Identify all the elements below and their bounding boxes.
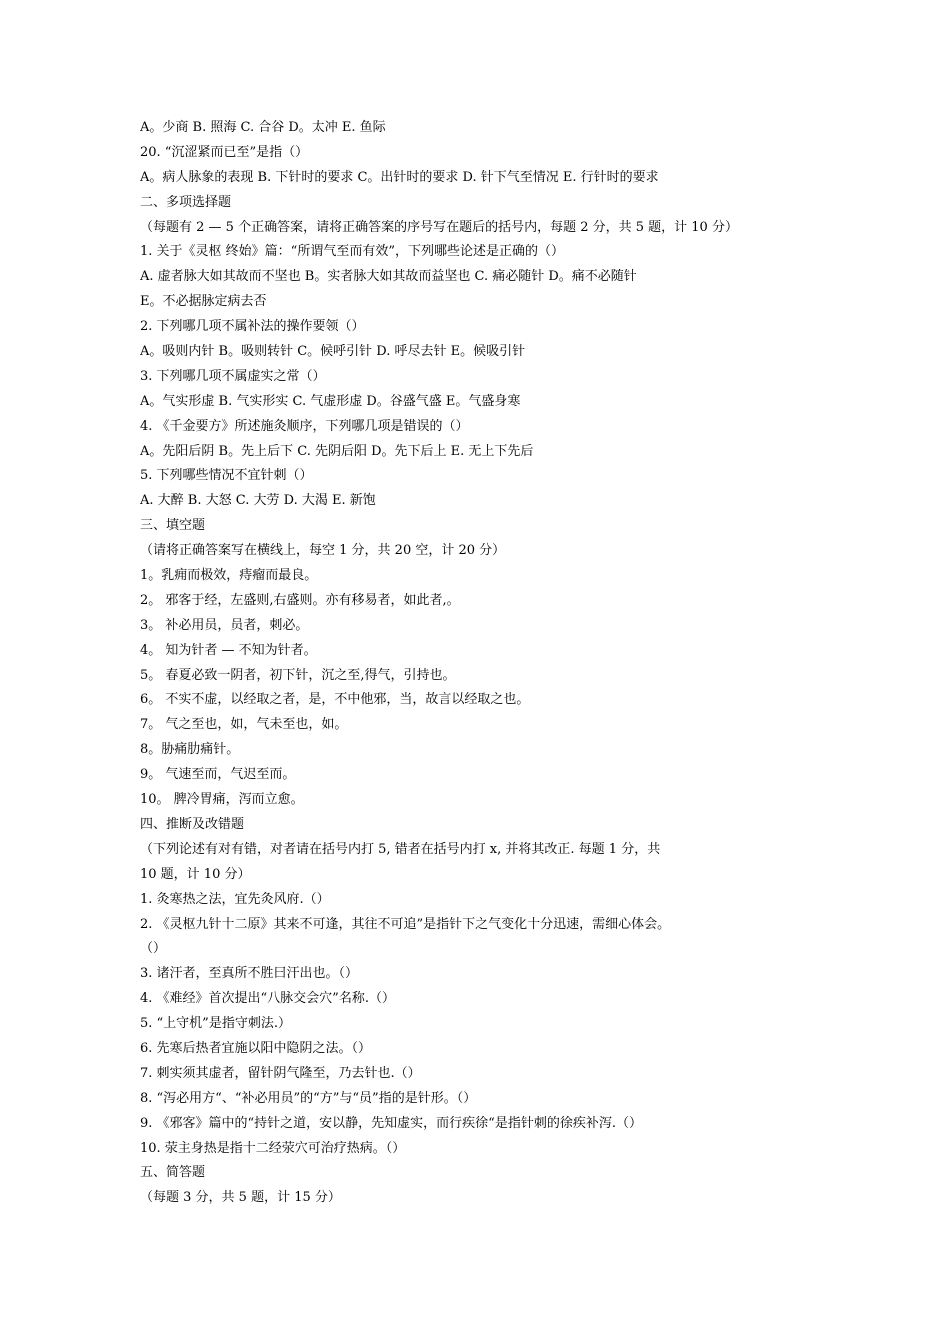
- text-line: 2。 邪客于经，左盛则,右盛则。亦有移易者，如此者,。: [140, 592, 460, 608]
- text-line: 6。 不实不虚，以经取之者，是，不中他邪，当，故言以经取之也。: [140, 692, 530, 708]
- text-line: 5。 春夏必致一阴者，初下针，沉之至,得气，引持也。: [140, 667, 456, 683]
- text-line: 9。 气速至而，气迟至而。: [140, 767, 296, 783]
- text-line: A。先阳后阴 B。先上后下 C. 先阴后阳 D。先下后上 E. 无上下先后: [140, 443, 534, 459]
- text-line: 2. 下列哪几项不属补法的操作要领（）: [140, 319, 365, 335]
- text-line: 20. “沉涩紧而已至”是指（）: [140, 144, 309, 160]
- text-line: 5. 下列哪些情况不宜针刺（）: [140, 468, 313, 484]
- text-line: 10. 荥主身热是指十二经荥穴可治疗热病。（）: [140, 1140, 406, 1156]
- text-line: 5. “上守机”是指守刺法.）: [140, 1016, 291, 1032]
- text-line: （每题 3 分，共 5 题，计 15 分）: [140, 1190, 341, 1206]
- text-line: （每题有 2 — 5 个正确答案，请将正确答案的序号写在题后的括号内，每题 2 分，共 5 题，计 10 分）: [140, 219, 738, 235]
- text-line: 4. 《难经》首次提出“八脉交会穴”名称.（）: [140, 991, 395, 1007]
- text-line: 4. 《千金要方》所述施灸顺序，下列哪几项是错误的（）: [140, 418, 469, 434]
- text-line: A。吸则内针 B。吸则转针 C。候呼引针 D. 呼尽去针 E。候吸引针: [140, 344, 526, 360]
- text-line: 四、推断及改错题: [140, 816, 245, 832]
- text-line: A。少商 B. 照海 C. 合谷 D。太冲 E. 鱼际: [140, 120, 386, 135]
- document-body: [140, 116, 820, 1211]
- text-line: 二、多项选择题: [140, 194, 232, 210]
- text-line: 7. 刺实须其虚者，留针阴气隆至，乃去针也.（）: [140, 1065, 421, 1081]
- text-line: 10 题，计 10 分）: [140, 866, 251, 882]
- text-line: 10。 脾冷胃痛，泻而立愈。: [140, 792, 304, 808]
- text-line: （）: [140, 941, 167, 957]
- text-line: A. 大醉 B. 大怒 C. 大劳 D. 大渴 E. 新饱: [140, 493, 376, 509]
- text-line: 1. 关于《灵枢 终始》篇：“所谓气至而有效”，下列哪些论述是正确的（）: [140, 244, 564, 260]
- text-line: 3. 下列哪几项不属虚实之常（）: [140, 368, 326, 384]
- text-line: 8. “泻必用方“、“补必用员”的“方”与“员”指的是针形。（）: [140, 1090, 477, 1106]
- text-line: （下列论述有对有错，对者请在括号内打 5, 错者在括号内打 x, 并将其改正. 每题 1 分，共: [140, 841, 661, 857]
- text-line: 8。胁痛肋痛针。: [140, 742, 240, 758]
- text-line: A。病人脉象的表现 B. 下针时的要求 C。出针时的要求 D. 针下气至情况 E. 行针时的要求: [140, 169, 659, 185]
- text-line: 7。 气之至也，如，气未至也，如。: [140, 717, 348, 733]
- text-line: 9. 《邪客》篇中的“持针之道，安以静，先知虚实，而行疾徐“是指针刺的徐疾补泻.（）: [140, 1115, 642, 1131]
- text-line: 三、填空题: [140, 518, 206, 534]
- text-line: 2. 《灵枢九针十二原》其来不可逢，其往不可追”是指针下之气变化十分迅速，需细心体会。: [140, 916, 671, 932]
- text-line: 6. 先寒后热者宜施以阳中隐阴之法。（）: [140, 1040, 372, 1056]
- text-line: A. 虚者脉大如其故而不坚也 B。实者脉大如其故而益坚也 C. 痛必随针 D。痛不必随针: [140, 269, 637, 285]
- text-line: 3. 诸汗者，至真所不胜曰汗出也。（）: [140, 966, 359, 982]
- text-line: （请将正确答案写在横线上，每空 1 分，共 20 空，计 20 分）: [140, 543, 506, 559]
- text-line: A。气实形虚 B. 气实形实 C. 气虚形虚 D。谷盛气盛 E。气盛身寒: [140, 393, 521, 409]
- text-line: E。不必据脉定病去否: [140, 294, 267, 310]
- text-line: 1. 灸寒热之法，宜先灸风府.（）: [140, 891, 330, 907]
- text-line: 3。 补必用员，员者，刺必。: [140, 617, 309, 633]
- text-line: 1。乳痈而极效，痔瘤而最良。: [140, 568, 318, 584]
- text-line: 五、简答题: [140, 1165, 206, 1181]
- text-line: 4。 知为针者 — 不知为针者。: [140, 642, 317, 658]
